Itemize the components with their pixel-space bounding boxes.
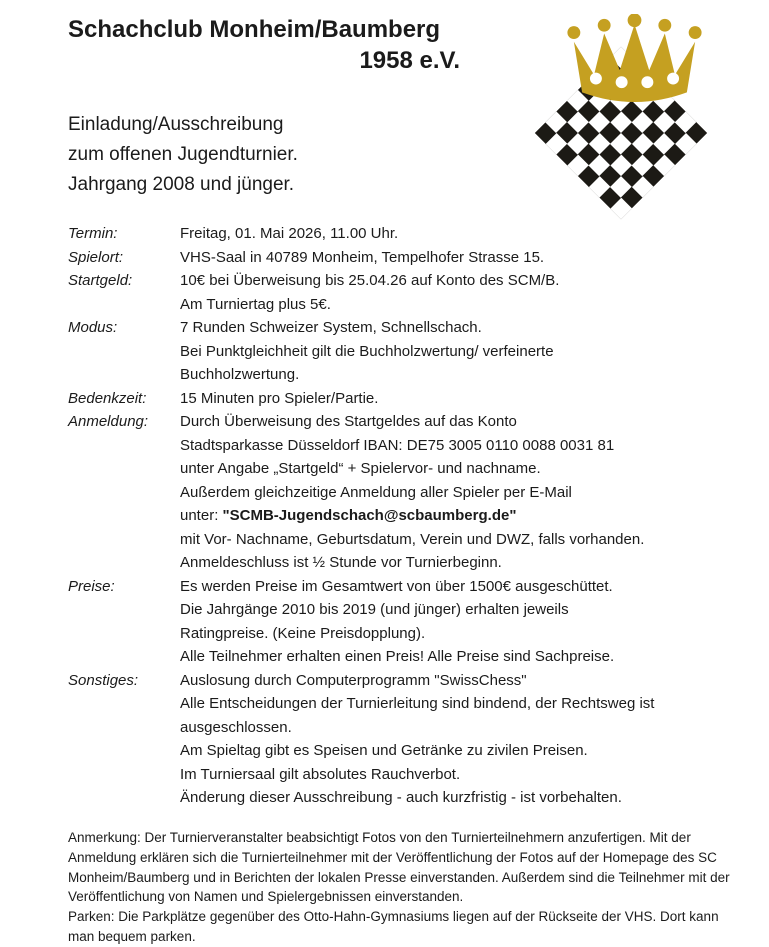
detail-line: Anmeldeschluss ist ½ Stunde vor Turnierbeginn. xyxy=(180,554,502,571)
detail-label: Termin: xyxy=(68,225,118,242)
detail-row-spielort xyxy=(68,246,748,270)
detail-row-sonstiges xyxy=(68,669,748,810)
detail-line: Alle Entscheidungen der Turnierleitung sind bindend, der Rechtsweg ist xyxy=(180,695,655,712)
detail-line: Auslosung durch Computerprogramm "SwissChess" xyxy=(180,671,527,689)
detail-line: Ratingpreise. (Keine Preisdopplung). xyxy=(180,624,426,642)
detail-line: ausgeschlossen. xyxy=(180,718,292,736)
email-address: "SCMB-Jugendschach@scbaumberg.de" xyxy=(222,507,517,524)
detail-line: Die Jahrgänge 2010 bis 2019 (und jünger) erhalten jeweils xyxy=(180,601,569,618)
email-prefix: unter: xyxy=(180,507,223,524)
tournament-details xyxy=(68,222,748,810)
detail-row-bedenkzeit xyxy=(68,387,748,411)
detail-label: Modus: xyxy=(68,319,118,336)
detail-label: Startgeld: xyxy=(68,272,133,289)
club-title-line2: 1958 e.V. xyxy=(359,47,460,74)
detail-line: Stadtsparkasse Düsseldorf IBAN: DE75 3005 0110 0088 0031 81 xyxy=(180,436,615,454)
detail-line: Bei Punktgleichheit gilt die Buchholzwertung/ verfeinerte xyxy=(180,342,554,360)
detail-line: VHS-Saal in 40789 Monheim, Tempelhofer Strasse 15. xyxy=(180,248,545,266)
detail-line: Änderung dieser Ausschreibung - auch kurzfristig - ist vorbehalten. xyxy=(180,789,622,806)
invitation-subtitle xyxy=(68,110,488,200)
detail-line: 10€ bei Überweisung bis 25.04.26 auf Konto des SCM/B. xyxy=(180,272,560,289)
detail-row-modus xyxy=(68,316,748,387)
club-title-line1: Schachclub Monheim/Baumberg xyxy=(68,16,441,43)
subtitle-line: zum offenen Jugendturnier. xyxy=(68,144,298,165)
detail-line: Freitag, 01. Mai 2026, 11.00 Uhr. xyxy=(180,225,399,242)
detail-line: unter Angabe „Startgeld“ + Spielervor- und nachname. xyxy=(180,460,541,477)
detail-line: Im Turniersaal gilt absolutes Rauchverbot. xyxy=(180,765,461,783)
detail-label: Sonstiges: xyxy=(68,671,139,689)
detail-line: 7 Runden Schweizer System, Schnellschach. xyxy=(180,319,482,336)
detail-line: Alle Teilnehmer erhalten einen Preis! Alle Preise sind Sachpreise. xyxy=(180,648,615,665)
club-logo xyxy=(520,8,760,233)
detail-row-termin xyxy=(68,222,748,246)
detail-line: Buchholzwertung. xyxy=(180,366,300,383)
detail-label: Spielort: xyxy=(68,248,124,266)
detail-row-anmeldung xyxy=(68,410,748,575)
detail-row-startgeld xyxy=(68,269,748,316)
footer-note-parken: Parken: Die Parkplätze gegenüber des Otto-Hahn-Gymnasiums liegen auf der Rückseite der VHS. Dort kann man bequem parken. xyxy=(68,909,719,944)
detail-label: Anmeldung: xyxy=(68,413,149,430)
detail-line: Am Turniertag plus 5€. xyxy=(180,295,331,313)
footer-note-anmerkung: Anmerkung: Der Turnierveranstalter beabsichtigt Fotos von den Turnierteilnehmern anzufertigen. Mit der Anmeldung erklären sich die Turnierteilnehmer mit der Veröffentlichung der Fotos auf der Homepage des SC Monheim/Baumberg und in Berichten der lokalen Presse einverstanden. Außerdem sind die Teilnehmer mit der Veröffentlichung von Namen und Spielergebnissen einverstanden. xyxy=(68,830,730,905)
detail-label: Bedenkzeit: xyxy=(68,389,147,407)
detail-line: 15 Minuten pro Spieler/Partie. xyxy=(180,389,379,407)
crown-icon xyxy=(561,14,708,110)
subtitle-line: Einladung/Ausschreibung xyxy=(68,114,284,135)
detail-label: Preise: xyxy=(68,577,115,595)
detail-line: Durch Überweisung des Startgeldes auf das Konto xyxy=(180,413,517,430)
detail-line-email xyxy=(180,504,748,528)
subtitle-line: Jahrgang 2008 und jünger. xyxy=(68,174,295,195)
detail-row-preise xyxy=(68,575,748,669)
detail-line: Am Spieltag gibt es Speisen und Getränke zu zivilen Preisen. xyxy=(180,742,588,759)
detail-line: Es werden Preise im Gesamtwert von über 1500€ ausgeschüttet. xyxy=(180,577,613,595)
club-title xyxy=(68,14,460,76)
detail-line: Außerdem gleichzeitige Anmeldung aller Spieler per E-Mail xyxy=(180,483,572,501)
footer-notes xyxy=(68,828,744,947)
detail-line: mit Vor- Nachname, Geburtsdatum, Verein und DWZ, falls vorhanden. xyxy=(180,530,645,548)
